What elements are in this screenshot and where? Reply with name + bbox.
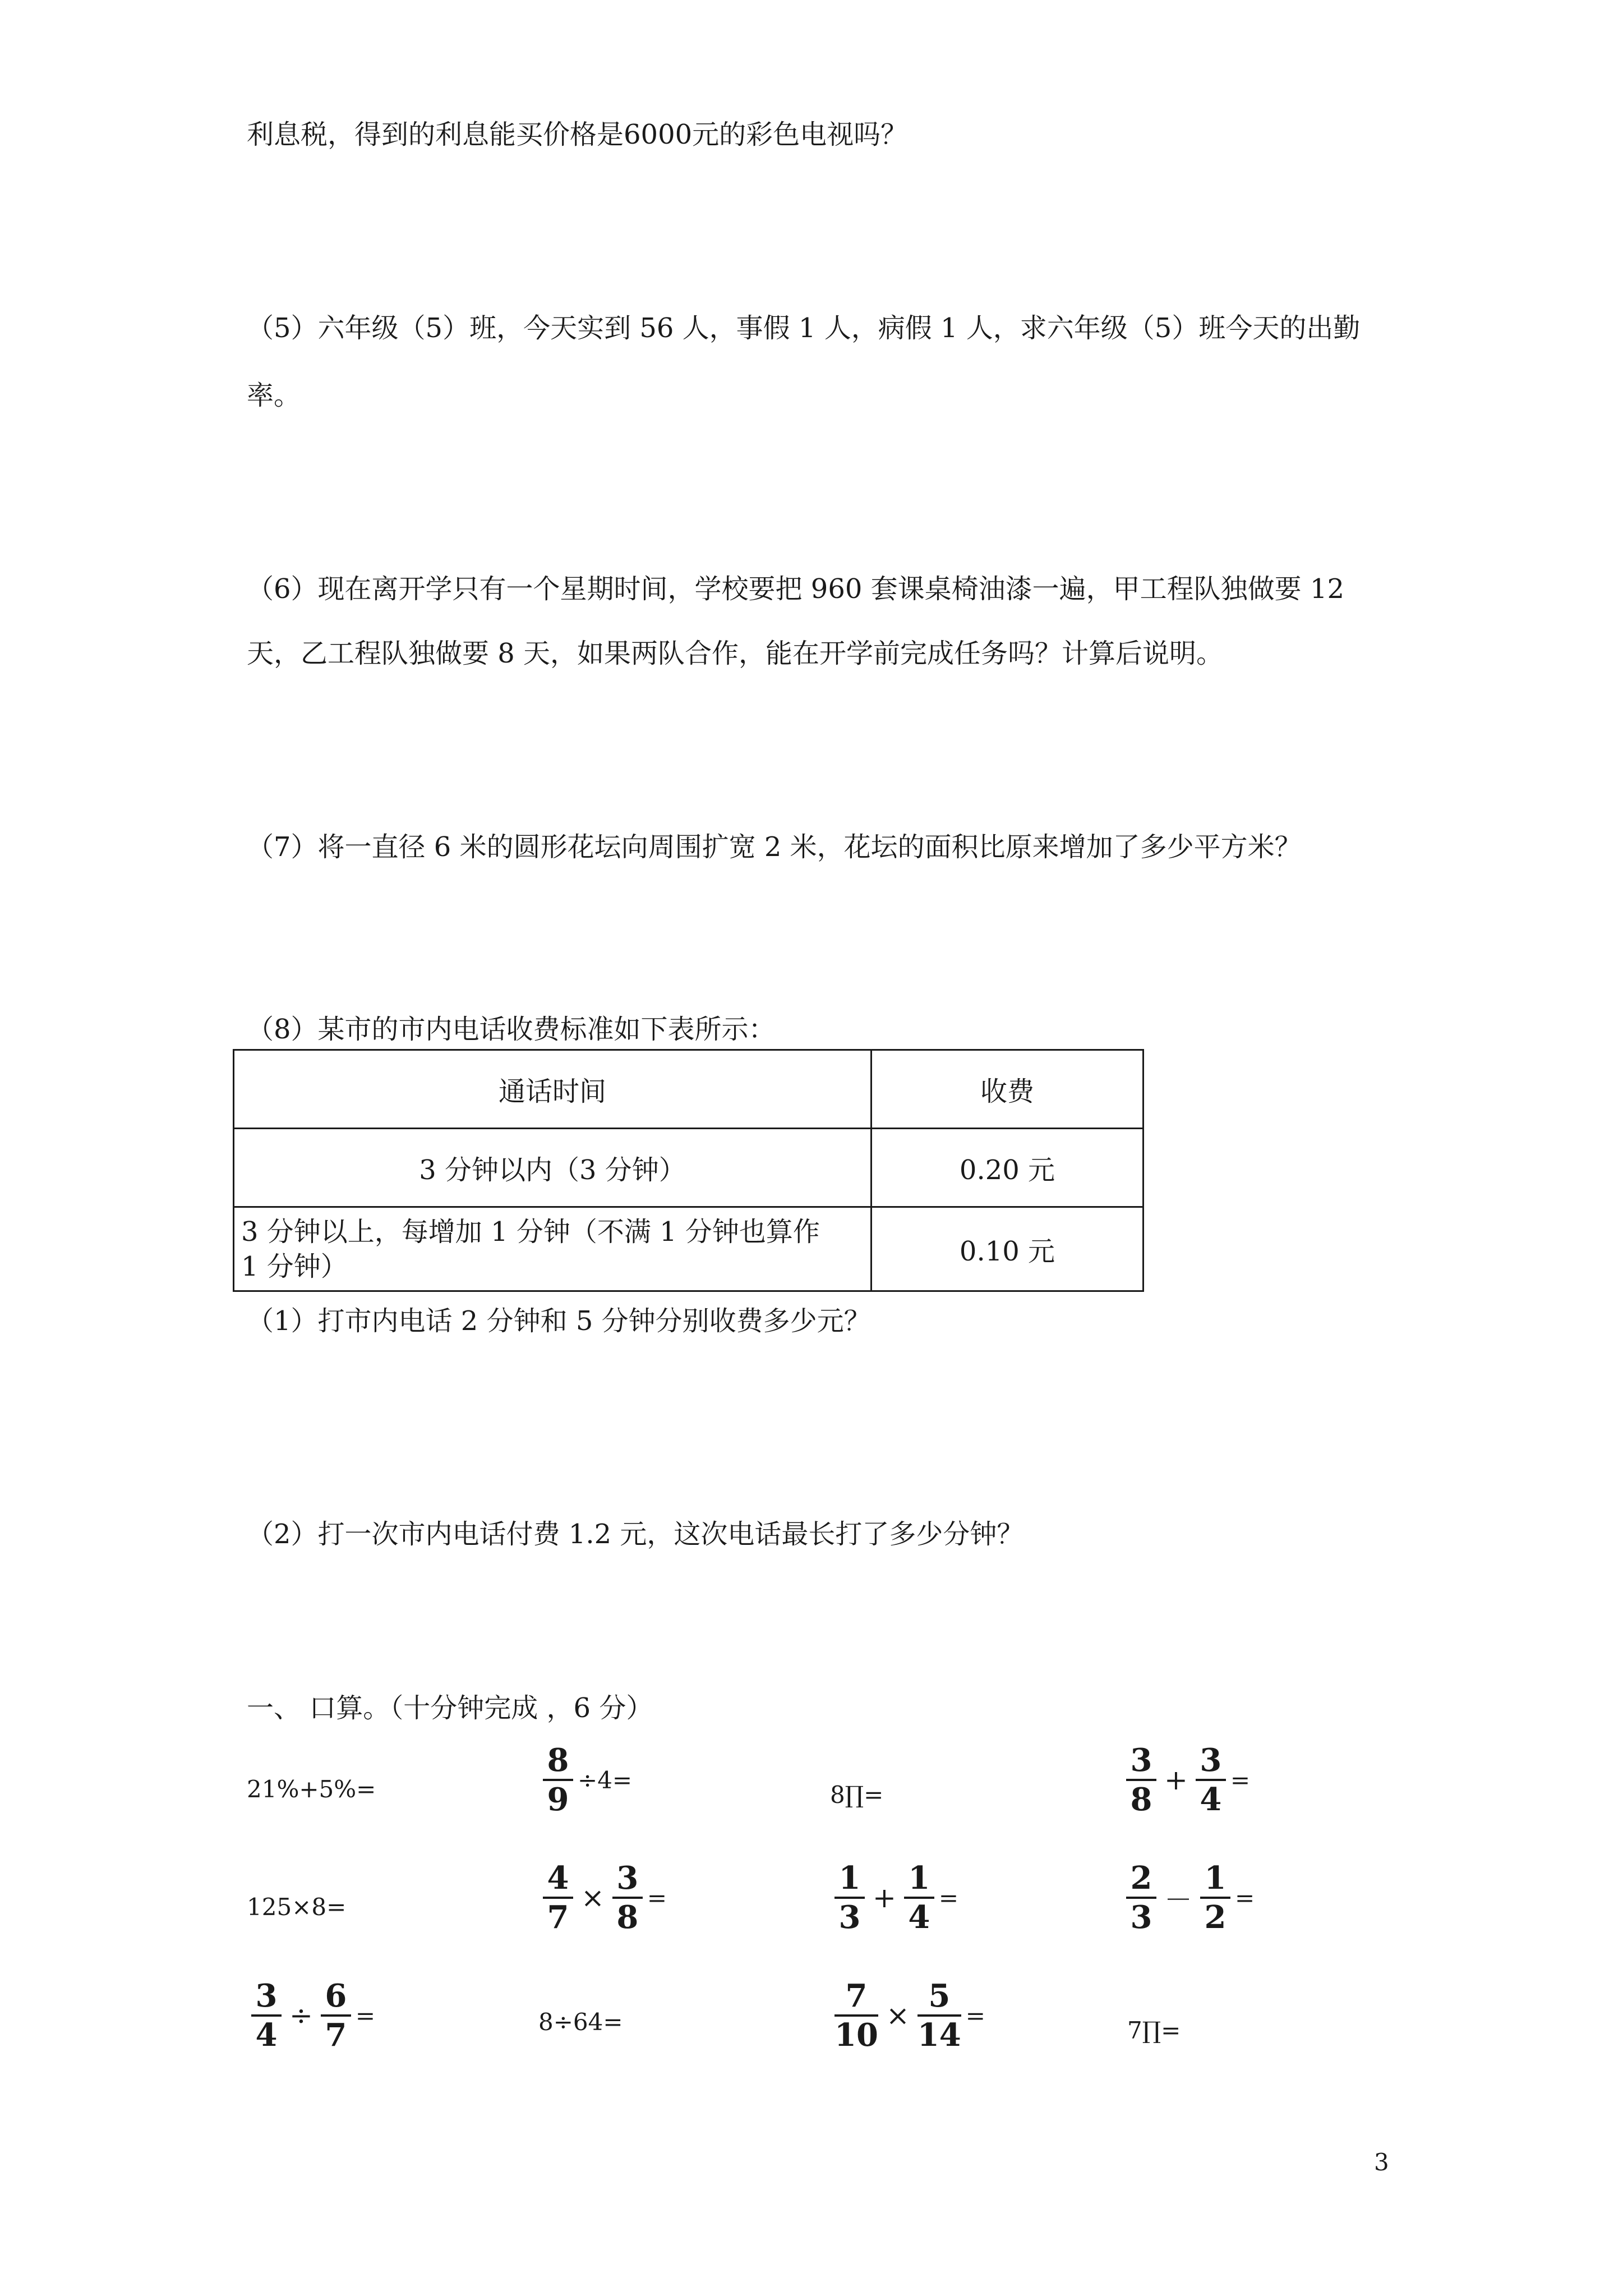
denominator: 7 <box>547 1899 569 1936</box>
numerator: 3 <box>1130 1742 1152 1779</box>
calc-b2 <box>538 1860 667 1936</box>
header-call-time: 通话时间 <box>234 1050 872 1129</box>
calc-a2 <box>538 1742 632 1818</box>
denominator: 10 <box>834 2017 878 2054</box>
q6-line-1: （6）现在离开学只有一个星期时间，学校要把 960 套课桌椅油漆一遍，甲工程队独做要 12 <box>247 573 1345 605</box>
equals: = <box>965 2001 985 2030</box>
fraction <box>834 1977 878 2054</box>
fee-table-header-row <box>234 1050 1144 1129</box>
denominator: 7 <box>325 2017 347 2054</box>
calc-b1: 125×8= <box>247 1893 347 1921</box>
fee-table-row <box>234 1129 1144 1207</box>
calc-c2: 8÷64= <box>538 2008 623 2036</box>
numerator: 3 <box>255 1977 278 2014</box>
denominator: 9 <box>547 1781 569 1818</box>
calc-c4: 7∏= <box>1127 2017 1181 2044</box>
fraction <box>917 1977 961 2054</box>
q5-line-2: 率。 <box>247 380 301 411</box>
calc-c1 <box>247 1977 375 2054</box>
calc-b3 <box>830 1860 958 1936</box>
row1-time: 3 分钟以内（3 分钟） <box>234 1129 872 1207</box>
numerator: 4 <box>547 1860 569 1897</box>
row2-fee: 0.10 元 <box>872 1207 1144 1291</box>
numerator: 1 <box>1204 1860 1227 1897</box>
denominator: 8 <box>1130 1781 1152 1818</box>
numerator: 6 <box>325 1977 347 2014</box>
fee-table-row <box>234 1207 1144 1291</box>
denominator: 4 <box>1200 1781 1222 1818</box>
calc-a4 <box>1122 1742 1250 1818</box>
row2-time <box>234 1207 872 1291</box>
equals: = <box>1230 1766 1251 1794</box>
fraction <box>1126 1860 1156 1936</box>
fraction <box>251 1977 282 2054</box>
denominator: 4 <box>908 1899 930 1936</box>
row2-time-line2: 1 分钟） <box>241 1250 348 1282</box>
section-heading: 一、 口算。（十分钟完成 ，6 分） <box>247 1692 653 1724</box>
equals: = <box>355 2001 376 2030</box>
numerator: 1 <box>908 1860 930 1897</box>
denominator: 8 <box>616 1899 639 1936</box>
operator: × <box>886 1999 910 2032</box>
denominator: 2 <box>1204 1899 1227 1936</box>
calc-a3: 8∏= <box>830 1781 884 1809</box>
numerator: 2 <box>1130 1860 1152 1897</box>
q8-line: （8）某市的市内电话收费标准如下表所示： <box>247 1014 776 1045</box>
row2-time-line1: 3 分钟以上，每增加 1 分钟（不满 1 分钟也算作 <box>241 1216 820 1248</box>
numerator: 8 <box>547 1742 569 1779</box>
operator: ÷ <box>289 1999 313 2032</box>
fraction <box>321 1977 351 2054</box>
denominator: 3 <box>838 1899 861 1936</box>
equals: = <box>647 1884 667 1912</box>
q8-sub1: （1）打市内电话 2 分钟和 5 分钟分别收费多少元？ <box>247 1305 871 1337</box>
fraction <box>612 1860 643 1936</box>
fraction <box>1196 1742 1226 1818</box>
denominator: 14 <box>917 2017 961 2054</box>
operator: － <box>1164 1884 1192 1916</box>
fraction <box>904 1860 934 1936</box>
calc-c3 <box>830 1977 985 2054</box>
numerator: 5 <box>928 1977 951 2014</box>
q8-sub2: （2）打一次市内电话付费 1.2 元，这次电话最长打了多少分钟？ <box>247 1519 1024 1550</box>
row1-fee: 0.20 元 <box>872 1129 1144 1207</box>
page-number: 3 <box>1374 2148 1389 2176</box>
fraction <box>543 1860 573 1936</box>
q4-continuation: 利息税，得到的利息能买价格是6000元的彩色电视吗？ <box>247 119 908 150</box>
fraction <box>1200 1860 1230 1936</box>
denominator: 3 <box>1130 1899 1152 1936</box>
operator: × <box>581 1881 605 1914</box>
operator: + <box>873 1881 896 1914</box>
numerator: 7 <box>845 1977 868 2014</box>
fraction <box>1126 1742 1156 1818</box>
q6-line-2: 天，乙工程队独做要 8 天，如果两队合作，能在开学前完成任务吗？计算后说明。 <box>247 638 1224 669</box>
q7-line: （7）将一直径 6 米的圆形花坛向周围扩宽 2 米，花坛的面积比原来增加了多少平方米？ <box>247 831 1302 863</box>
numerator: 3 <box>616 1860 639 1897</box>
numerator: 1 <box>838 1860 861 1897</box>
fraction <box>834 1860 865 1936</box>
calc-a1: 21%+5%= <box>247 1775 376 1803</box>
fraction <box>543 1742 573 1818</box>
numerator: 3 <box>1200 1742 1222 1779</box>
expression-rest: ÷4= <box>578 1766 633 1794</box>
equals: = <box>938 1884 959 1912</box>
denominator: 4 <box>255 2017 278 2054</box>
q5-line-1: （5）六年级（5）班，今天实到 56 人，事假 1 人，病假 1 人，求六年级（5）班今天的出勤 <box>247 312 1361 344</box>
header-fee: 收费 <box>872 1050 1144 1129</box>
fee-table <box>233 1049 1144 1292</box>
calc-b4 <box>1122 1860 1255 1936</box>
operator: + <box>1164 1764 1188 1796</box>
equals: = <box>1235 1884 1255 1912</box>
